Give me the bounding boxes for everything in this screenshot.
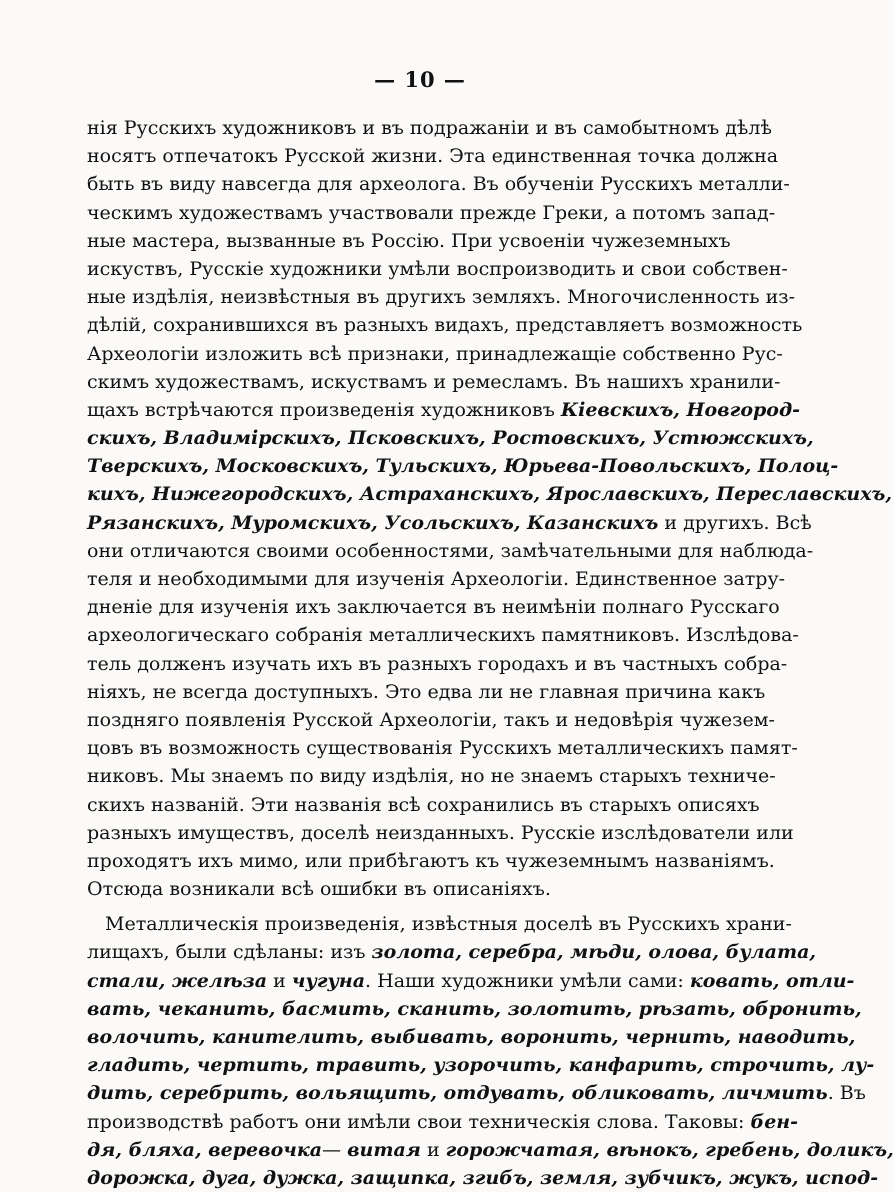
text-run: цовъ въ возможность существованія Русскихъ металлическихъ памят- (87, 737, 798, 760)
text-line (87, 509, 812, 537)
text-line (87, 678, 766, 706)
text-run: ческимъ художествамъ участвовали прежде Греки, а потомъ запад- (87, 201, 776, 224)
text-run: лищахъ, были сдѣланы: изъ (87, 941, 372, 964)
text-line (87, 847, 775, 875)
text-line (87, 480, 892, 508)
text-run: и (267, 969, 292, 992)
text-run: и (420, 1138, 446, 1161)
text-line (87, 1023, 856, 1051)
text-line (87, 255, 788, 283)
text-run: проходятъ ихъ мимо, или прибѣгаютъ къ чужеземнымъ названіямъ. (87, 849, 775, 872)
italic-run: вать, чеканить, басмить, сканить, золотить, рѣзать, обронить, (87, 997, 862, 1020)
text-run: Археологіи изложить всѣ признаки, принадлежащіе собственно Рус- (87, 342, 783, 365)
text-run: скихъ названій. Эти названія всѣ сохранились въ старыхъ описяхъ (87, 793, 760, 816)
text-run: разныхъ имуществъ, доселѣ неизданныхъ. Русскіе изслѣдователи или (87, 821, 794, 844)
text-line (87, 537, 814, 565)
text-run: они отличаются своими особенностями, замѣчательными для наблюда- (87, 539, 814, 562)
text-run: ніяхъ, не всегда доступныхъ. Это едва ли не главная причина какъ (87, 680, 766, 703)
text-run: тель долженъ изучать ихъ въ разныхъ городахъ и въ частныхъ собра- (87, 652, 788, 675)
italic-run: дить, серебрить, вольящить, отдувать, обликовать, личмить (87, 1082, 828, 1105)
text-line (87, 938, 816, 966)
text-line (87, 340, 783, 368)
text-line (87, 621, 799, 649)
body-text (87, 114, 894, 1192)
italic-run: скихъ, Владимірскихъ, Псковскихъ, Ростовскихъ, Устюжскихъ, (87, 427, 814, 450)
text-run: дненіе для изученія ихъ заключается въ неимѣніи полнаго Русскаго (87, 596, 780, 619)
text-run: нія Русскихъ художниковъ и въ подражаніи и въ самобытномъ дѣлѣ (87, 117, 772, 139)
text-run: ные мастера, вызванные въ Россію. При усвоеніи чужеземныхъ (87, 229, 731, 252)
text-run: дѣлій, сохранившихся въ разныхъ видахъ, представляетъ возможность (87, 314, 803, 337)
text-line (87, 967, 855, 995)
text-run: — (322, 1138, 348, 1161)
text-run: производствѣ работъ они имѣли свои техническія слова. Таковы: (87, 1110, 751, 1133)
text-line (87, 396, 801, 424)
text-line (87, 706, 775, 734)
italic-run: Рязанскихъ, Муромскихъ, Усольскихъ, Казанскихъ (87, 511, 659, 534)
text-line (87, 875, 709, 903)
text-line (87, 762, 776, 790)
text-run: никовъ. Мы знаемъ по виду издѣлія, но не знаемъ старыхъ техниче- (87, 765, 776, 788)
text-line (87, 1136, 894, 1164)
text-line (87, 170, 790, 198)
page-number: — 10 — (374, 67, 466, 92)
text-line (87, 995, 862, 1023)
text-line (87, 227, 731, 255)
italic-run: Кіевскихъ, Новгород- (560, 398, 801, 421)
italic-run: чугуна (291, 969, 366, 992)
text-run: щахъ встрѣчаются произведенія художниковъ (87, 398, 561, 421)
text-line (87, 734, 798, 762)
text-run: поздняго появленія Русской Археологіи, такъ и недовѣрія чужезем- (87, 708, 775, 731)
italic-run: Тверскихъ, Московскихъ, Тульскихъ, Юрьева-Повольскихъ, Полоц- (87, 455, 839, 478)
text-run: скимъ художествамъ, искуствамъ и ремесламъ. Въ нашихъ хранили- (87, 370, 781, 393)
text-line (87, 593, 780, 621)
text-run: археологическаго собранія металлическихъ памятниковъ. Изслѣдова- (87, 624, 799, 647)
text-line (87, 1108, 799, 1136)
italic-run: золота, серебра, мѣди, олова, булата, (371, 941, 816, 964)
text-run: теля и необходимыми для изученія Археологіи. Единственное затру- (87, 568, 786, 590)
italic-run: витая (347, 1138, 421, 1161)
text-run: быть въ виду навсегда для археолога. Въ обученіи Русскихъ металли- (87, 173, 790, 196)
italic-run: горожчатая, вѣнокъ, гребень, доликъ, (445, 1138, 894, 1161)
text-run: носятъ отпечатокъ Русской жизни. Эта единственная точка должна (87, 145, 779, 168)
text-line (87, 910, 792, 938)
italic-run: кихъ, Нижегородскихъ, Астраханскихъ, Ярославскихъ, Переславскихъ, (87, 483, 892, 506)
text-line (87, 650, 788, 678)
text-run: . Въ (827, 1082, 866, 1105)
text-line (87, 283, 796, 311)
text-line (87, 819, 794, 847)
italic-run: гладить, чертить, травить, узорочить, канфарить, строчить, лу- (87, 1054, 875, 1077)
text-line (87, 791, 760, 819)
text-run: и другихъ. Всѣ (658, 511, 812, 534)
text-run: Металлическія произведенія, извѣстныя доселѣ въ Русскихъ храни- (105, 913, 792, 936)
text-line (87, 311, 803, 339)
text-line (87, 424, 814, 452)
text-line (87, 452, 839, 480)
italic-run: волочить, канителить, выбивать, воронить, чернить, наводить, (87, 1026, 856, 1048)
italic-run: дорожка, дуга, дужка, защипка, згибъ, земля, зубчикъ, жукъ, испод- (87, 1166, 879, 1189)
text-line (87, 368, 781, 396)
italic-run: стали, желѣза (87, 969, 268, 992)
text-run: . Наши художники умѣли сами: (365, 969, 690, 992)
text-line (87, 199, 776, 227)
italic-run: бен- (750, 1110, 799, 1133)
text-line (87, 1051, 875, 1079)
text-line (87, 1079, 866, 1107)
text-line (87, 565, 786, 593)
text-line (87, 114, 772, 142)
text-line (87, 142, 779, 170)
text-run: искуствъ, Русскіе художники умѣли воспроизводить и свои собствен- (87, 257, 788, 280)
text-line (87, 1164, 879, 1192)
text-run: ные издѣлія, неизвѣстныя въ другихъ земляхъ. Многочисленность из- (87, 286, 796, 309)
text-run: Отсюда возникали всѣ ошибки въ описаніяхъ. (87, 878, 551, 901)
italic-run: дя, бляха, веревочка (87, 1138, 323, 1161)
italic-run: ковать, отли- (689, 969, 855, 992)
